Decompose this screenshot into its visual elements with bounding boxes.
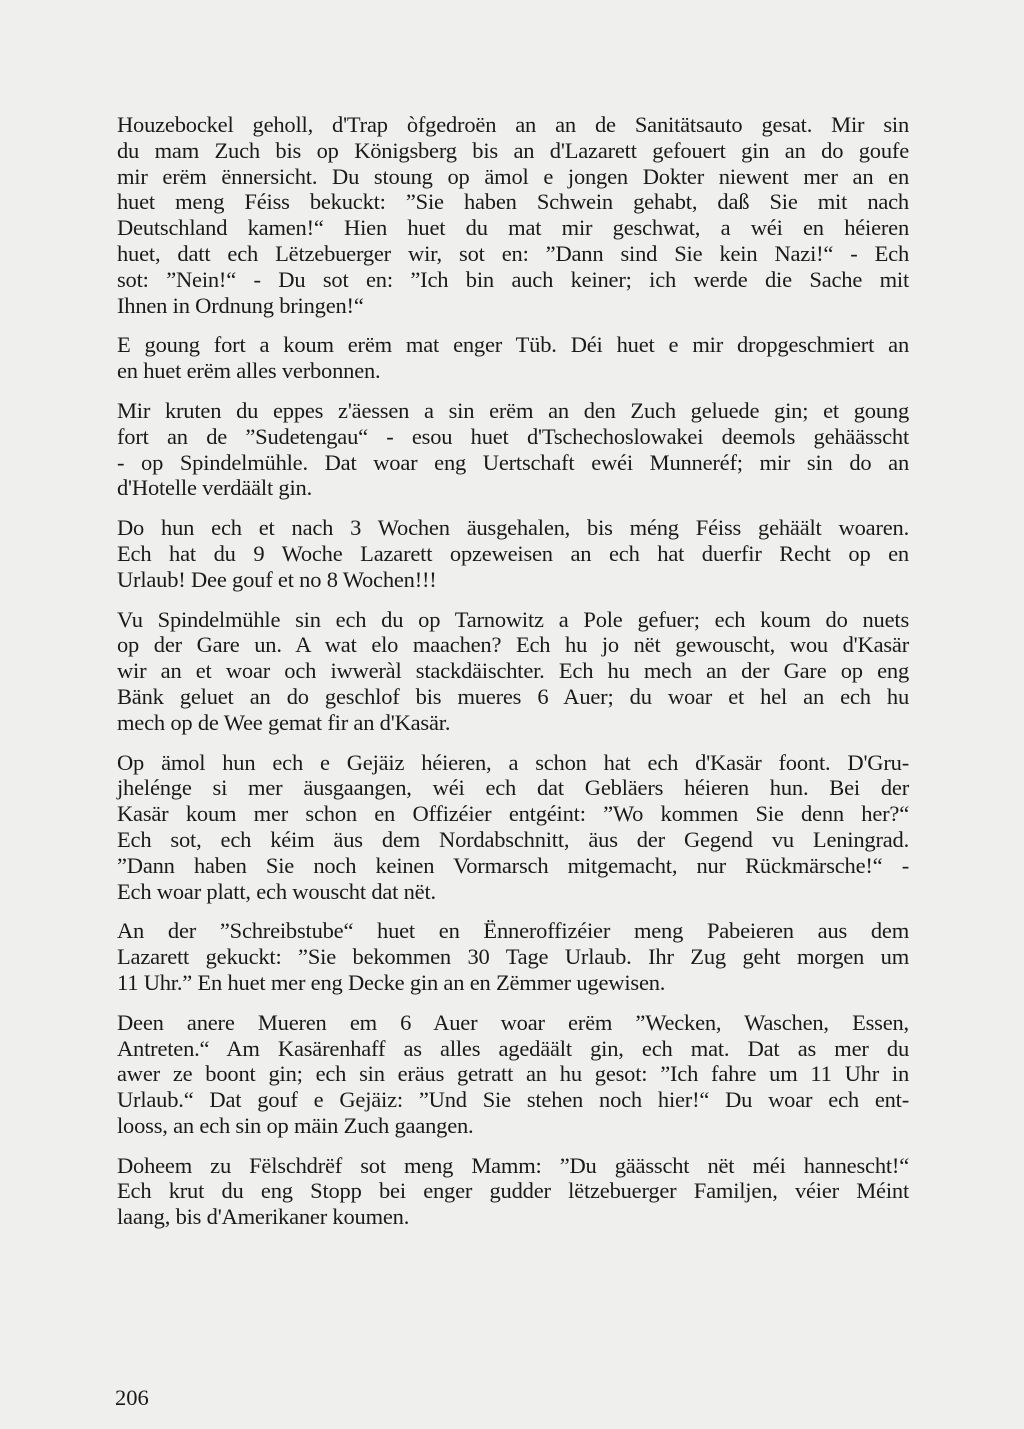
text-line: Ech woar platt, ech wouscht dat nët. [117, 878, 436, 904]
text-line: E goung fort a koum erëm mat enger Tüb. Déi huet e mir dropgeschmiert an [117, 332, 909, 358]
text-line: Bänk geluet an do geschlof bis mueres 6 Auer; du woar et hel an ech hu [117, 683, 909, 709]
text-line: - op Spindelmühle. Dat woar eng Uertschaft ewéi Munneréf; mir sin do an [117, 449, 909, 475]
text-line: laang, bis d'Amerikaner koumen. [117, 1204, 410, 1230]
text-line: Op ämol hun ech e Gejäiz héieren, a schon hat ech d'Kasär foont. D'Gru- [117, 749, 909, 775]
text-line: ”Dann haben Sie noch keinen Vormarsch mitgemacht, nur Rückmärsche!“ - [117, 852, 909, 878]
paragraph [117, 918, 909, 995]
text-line: mech op de Wee gemat fir an d'Kasär. [117, 709, 451, 735]
text-line: looss, an ech sin op mäin Zuch gaangen. [117, 1112, 474, 1138]
text-line: Urlaub! Dee gouf et no 8 Wochen!!! [117, 566, 437, 592]
paragraph [117, 398, 909, 501]
text-line: en huet erëm alles verbonnen. [117, 358, 381, 384]
text-line: Lazarett gekuckt: ”Sie bekommen 30 Tage Urlaub. Ihr Zug geht morgen um [117, 944, 909, 970]
text-line: sot: ”Nein!“ - Du sot en: ”Ich bin auch keiner; ich werde die Sache mit [117, 266, 909, 292]
paragraph [117, 1010, 909, 1139]
text-line: Deen anere Mueren em 6 Auer woar erëm ”Wecken, Waschen, Essen, [117, 1009, 909, 1035]
text-line: op der Gare un. A wat elo maachen? Ech hu jo nët gewouscht, wou d'Kasär [117, 632, 909, 658]
text-line: huet meng Féiss bekuckt: ”Sie haben Schwein gehabt, daß Sie mit nach [117, 189, 909, 215]
paragraph [117, 1153, 909, 1230]
text-line: Kasär koum mer schon en Offizéier entgéint: ”Wo kommen Sie denn her?“ [117, 801, 909, 827]
document-body [117, 112, 909, 1244]
text-line: mir erëm ënnersicht. Du stoung op ämol e jongen Dokter niewent mer an en [117, 163, 909, 189]
paragraph [117, 515, 909, 592]
text-line: du mam Zuch bis op Königsberg bis an d'Lazarett gefouert gin an do goufe [117, 137, 909, 163]
paragraph [117, 607, 909, 736]
text-line: Houzebockel geholl, d'Trap òfgedroën an an de Sanitätsauto gesat. Mir sin [117, 112, 909, 137]
paragraph [117, 332, 909, 384]
text-line: huet, datt ech Lëtzebuerger wir, sot en: ”Dann sind Sie kein Nazi!“ - Ech [117, 240, 909, 266]
text-line: Mir kruten du eppes z'äessen a sin erëm an den Zuch geluede gin; et goung [117, 397, 909, 423]
text-line: wir an et woar och iwweràl stackdäischter. Ech hu mech an der Gare op eng [117, 658, 909, 684]
page-number: 206 [115, 1385, 149, 1410]
text-line: Ech krut du eng Stopp bei enger gudder lëtzebuerger Familjen, véier Méint [117, 1178, 909, 1204]
text-line: 11 Uhr.” En huet mer eng Decke gin an en Zëmmer ugewisen. [117, 969, 666, 995]
text-line: Urlaub.“ Dat gouf e Gejäiz: ”Und Sie stehen noch hier!“ Du woar ech ent- [117, 1087, 909, 1113]
text-line: awer ze boont gin; ech sin eräus getratt an hu gesot: ”Ich fahre um 11 Uhr in [117, 1061, 909, 1087]
text-line: Do hun ech et nach 3 Wochen äusgehalen, bis méng Féiss gehäält woaren. [117, 515, 909, 541]
text-line: Ihnen in Ordnung bringen!“ [117, 292, 364, 318]
text-line: Deutschland kamen!“ Hien huet du mat mir geschwat, a wéi en héieren [117, 215, 909, 241]
paragraph [117, 112, 909, 318]
text-line: Ech sot, ech kéim äus dem Nordabschnitt, äus der Gegend vu Leningrad. [117, 826, 909, 852]
text-line: Ech hat du 9 Woche Lazarett opzeweisen an ech hat duerfir Recht op en [117, 540, 909, 566]
text-line: d'Hotelle verdäält gin. [117, 475, 313, 501]
text-line: Doheem zu Fëlschdrëf sot meng Mamm: ”Du gäässcht nët méi hannescht!“ [117, 1152, 909, 1178]
text-line: Antreten.“ Am Kasärenhaff as alles agedäält gin, ech mat. Dat as mer du [117, 1035, 909, 1061]
text-line: An der ”Schreibstube“ huet en Ënneroffizéier meng Pabeieren aus dem [117, 918, 909, 944]
paragraph [117, 750, 909, 905]
text-line: fort an de ”Sudetengau“ - esou huet d'Tschechoslowakei deemols gehäässcht [117, 423, 909, 449]
text-line: Vu Spindelmühle sin ech du op Tarnowitz a Pole gefuer; ech koum do nuets [117, 606, 909, 632]
text-line: jhelénge si mer äusgaangen, wéi ech dat Gebläers héieren hun. Bei der [117, 775, 909, 801]
